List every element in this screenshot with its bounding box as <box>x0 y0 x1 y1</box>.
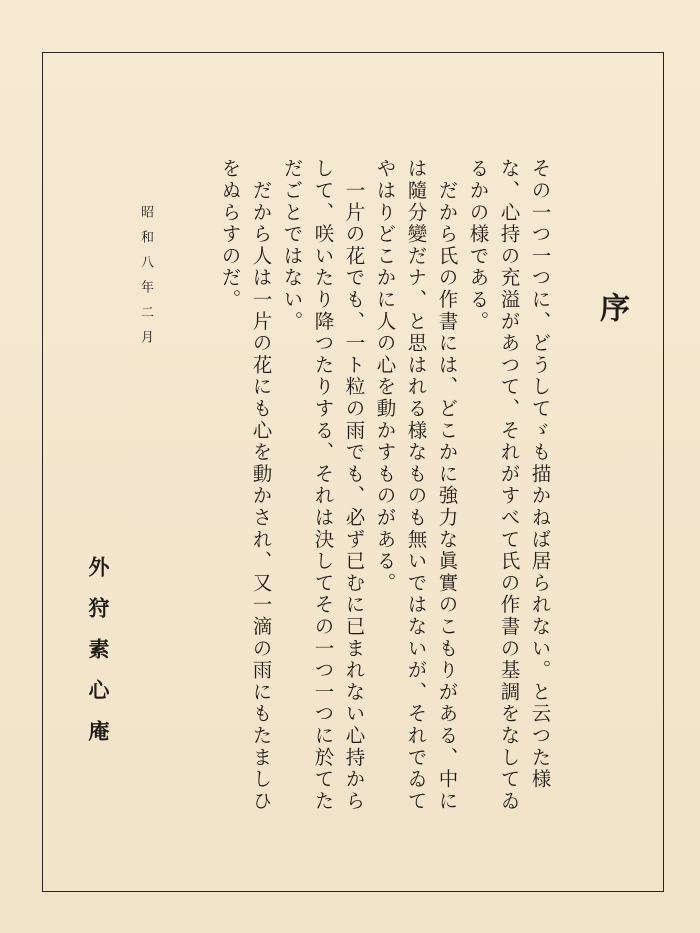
body-column-5: は隨分變だナ、と思はれる様なものも無いではないが、それでゐて <box>404 158 428 812</box>
body-column-7: 一片の花でも、一ト粒の雨でも、必ず已むに已まれない心持から <box>342 158 366 812</box>
body-column-8: して、咲いたり降つたりする、それは決してその一つ一つに於てた <box>311 158 335 812</box>
body-column-6: やはりどこかに人の心を動かすものがある。 <box>373 158 397 594</box>
body-column-4: だから氏の作書には、どこかに強力な眞實のこもりがある、中に <box>435 158 459 812</box>
body-column-10: だから人は一片の花にも心を動かされ、又一滴の雨にもたましひ <box>249 158 273 812</box>
date-line: 昭和八年二月 <box>138 205 153 355</box>
body-column-1: その一つ一つに、どうしてゞも描かねば居られない。と云つた様 <box>528 158 552 791</box>
preface-title: 序 <box>594 292 629 322</box>
author-name: 外狩素心庵 <box>86 556 111 761</box>
body-column-11: をぬらすのだ。 <box>218 158 242 311</box>
body-column-2: な、心持の充溢があつて、それがすべて氏の作書の基調をなしてゐ <box>497 158 521 812</box>
body-column-9: だごとではない。 <box>280 158 304 333</box>
body-column-3: るかの様である。 <box>466 158 490 333</box>
